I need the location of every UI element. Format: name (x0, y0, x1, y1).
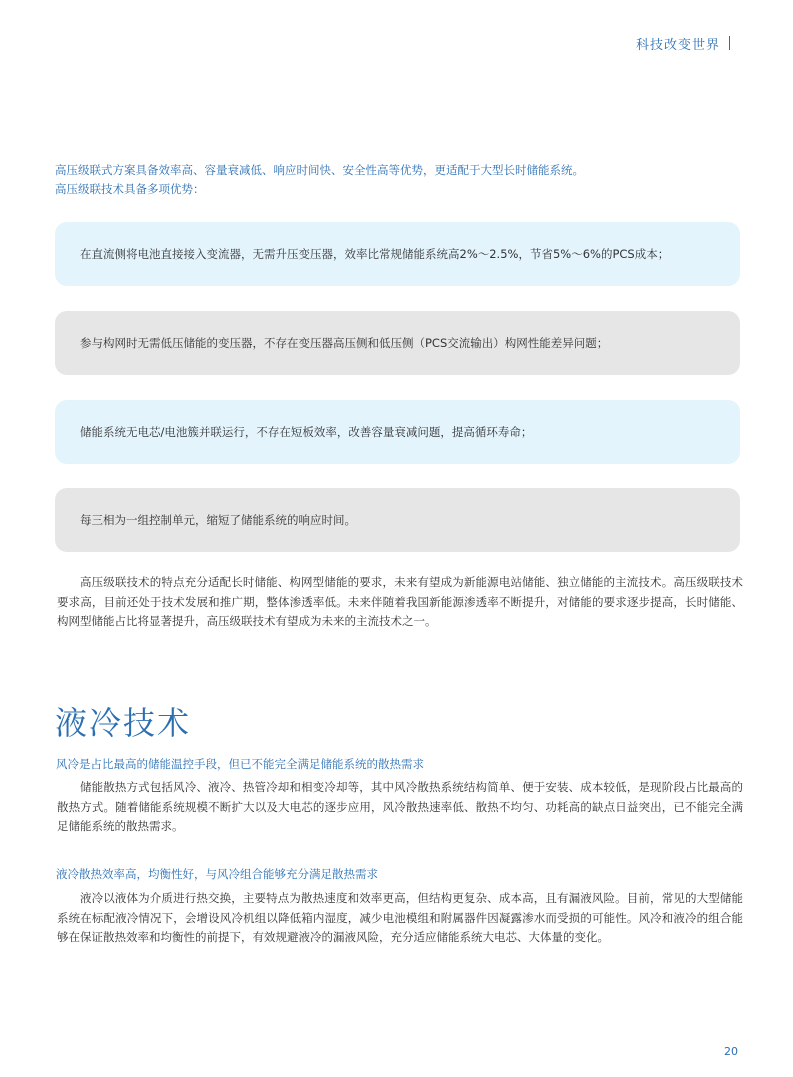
paragraph-liquid-cooling: 液冷以液体为介质进行热交换，主要特点为散热速度和效率更高，但结构更复杂、成本高，且有漏液风险。目前，常见的大型储能系统在标配液冷情况下，会增设风冷机组以降低箱内湿度，减少电池模组和附属器件因凝露渗水而受损的可能性。风冷和液冷的组合能够在保证散热效率和均衡性的前提下，有效规避液冷的漏液风险，充分适应储能系统大电芯、大体量的变化。 (57, 891, 743, 944)
advantage-box-4 (55, 488, 740, 552)
advantage-text-4: 每三相为一组控制单元，缩短了储能系统的响应时间。 (80, 513, 356, 527)
advantage-box-1 (55, 222, 740, 286)
subheading-air-cooling: 风冷是占比最高的储能温控手段，但已不能完全满足储能系统的散热需求 (56, 757, 424, 771)
section-title: 液冷技术 (55, 704, 192, 742)
advantage-text-1: 在直流侧将电池直接接入变流器，无需升压变压器，效率比常规储能系统高2%～2.5%，节省5%～6%的PCS成本； (80, 247, 670, 261)
header-title: 科技改变世界 (635, 38, 720, 53)
advantage-text-2: 参与构网时无需低压储能的变压器，不存在变压器高压侧和低压侧（PCS交流输出）构网性能差异问题； (80, 336, 609, 350)
advantage-box-2 (55, 311, 740, 375)
intro-block (55, 161, 745, 199)
advantage-text-3: 储能系统无电芯/电池簇并联运行，不存在短板效率，改善容量衰减问题，提高循环寿命； (80, 425, 533, 439)
subheading-liquid-cooling: 液冷散热效率高，均衡性好，与风冷组合能够充分满足散热需求 (56, 867, 378, 881)
header-divider (729, 36, 730, 50)
advantage-box-3 (55, 400, 740, 464)
intro-line-1: 高压级联式方案具备效率高、容量衰减低、响应时间快、安全性高等优势，更适配于大型长时储能系统。 (55, 163, 584, 177)
page-number: 20 (724, 1045, 738, 1058)
paragraph-air-cooling: 储能散热方式包括风冷、液冷、热管冷却和相变冷却等，其中风冷散热系统结构简单、便于安装、成本较低，是现阶段占比最高的散热方式。随着储能系统规模不断扩大以及大电芯的逐步应用，风冷散热速率低、散热不均匀、功耗高的缺点日益突出，已不能完全满足储能系统的散热需求。 (57, 780, 743, 833)
intro-line-2: 高压级联技术具备多项优势： (55, 182, 205, 196)
summary-paragraph: 高压级联技术的特点充分适配长时储能、构网型储能的要求，未来有望成为新能源电站储能、独立储能的主流技术。高压级联技术要求高，目前还处于技术发展和推广期，整体渗透率低。未来伴随着我国新能源渗透率不断提升，对储能的要求逐步提高，长时储能、构网型储能占比将显著提升，高压级联技术有望成为未来的主流技术之一。 (57, 575, 743, 628)
